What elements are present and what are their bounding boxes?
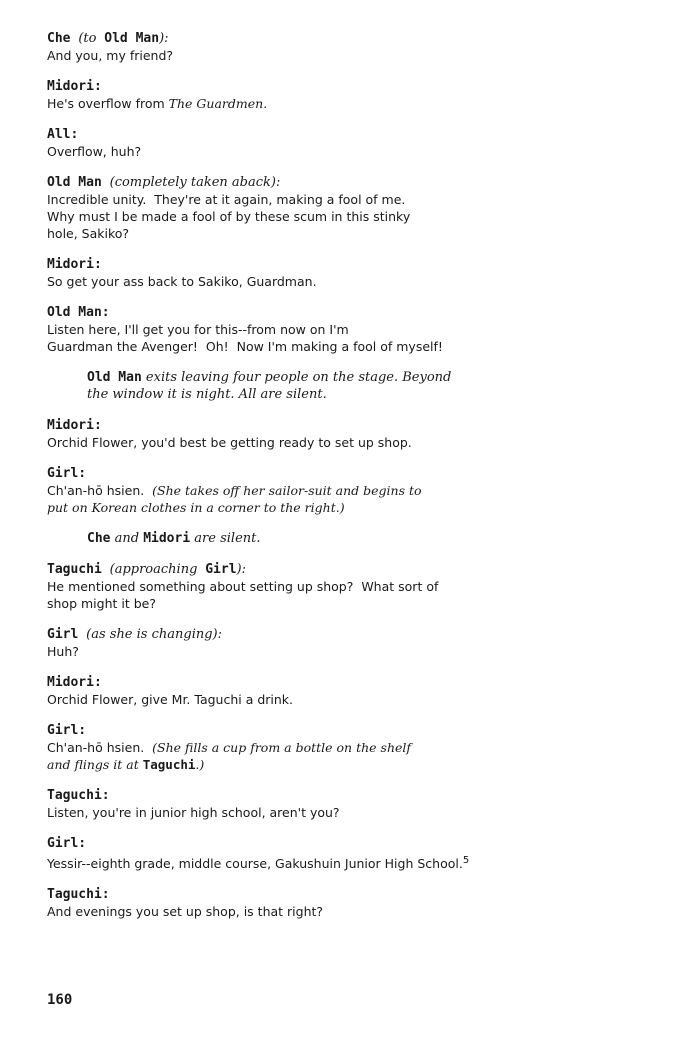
speaker-name: Girl:	[47, 466, 87, 481]
dialogue-block	[47, 256, 647, 290]
speaker-name: Girl	[47, 627, 79, 642]
dialogue-line: Orchid Flower, give Mr. Taguchi a drink.	[47, 692, 294, 707]
speaker-name: Midori:	[47, 257, 102, 272]
dialogue-block	[47, 561, 647, 612]
dialogue-block	[47, 78, 647, 112]
speaker-name: Che	[47, 31, 71, 46]
dialogue-line: Yessir--eighth grade, middle course, Gakushuin Junior High School.$^5$	[47, 855, 470, 872]
speaker-name: Girl	[205, 562, 237, 577]
speaker-name: Taguchi:	[47, 788, 110, 803]
dialogue-line: Huh?	[47, 644, 79, 659]
speaker-name: Midori	[143, 531, 191, 546]
dialogue-block	[47, 835, 647, 872]
stage-direction: (to	[78, 31, 97, 46]
dialogue-block	[47, 126, 647, 160]
speaker-name: Old Man	[104, 31, 160, 46]
stage-direction: (completely taken aback):	[109, 175, 281, 190]
speaker-name: Taguchi	[142, 757, 196, 772]
speaker-name: Midori:	[47, 79, 102, 94]
dialogue-line: He mentioned something about setting up shop? What sort of	[47, 579, 439, 594]
stage-direction: (She fills a cup from a bottle on the shelf	[152, 740, 412, 755]
speaker-name: Girl:	[47, 836, 87, 851]
speaker-name: Che	[87, 531, 111, 546]
page-number: 160	[47, 992, 73, 1008]
dialogue-line: Listen here, I'll get you for this--from now on I'm	[47, 322, 349, 337]
dialogue-line: And you, my friend?	[47, 48, 174, 63]
speaker-name: Old Man	[47, 175, 102, 190]
stage-direction: (approaching	[109, 562, 198, 577]
dialogue-line	[47, 756, 647, 773]
stage-direction: ):	[236, 562, 246, 577]
speaker-name: All:	[47, 127, 79, 142]
dialogue-line: Overflow, huh?	[47, 144, 142, 159]
dialogue-block	[47, 30, 647, 64]
dialogue-line: Ch'an-hō hsien. (She takes off her sailor-suit and begins to	[47, 483, 422, 498]
dialogue-line: hole, Sakiko?	[47, 226, 130, 241]
stage-direction: (as she is changing):	[86, 627, 222, 642]
dialogue-line: He's overflow from The Guardmen.	[47, 96, 268, 111]
dialogue-line: Listen, you're in junior high school, aren't you?	[47, 805, 340, 820]
stage-direction: put on Korean clothes in a corner to the right.)	[47, 500, 345, 515]
dialogue-block	[47, 674, 647, 708]
stage-direction-block: Che and Midori are silent.	[87, 531, 261, 546]
speaker-name: Taguchi:	[47, 887, 110, 903]
dialogue-block	[47, 465, 647, 516]
speaker-name: Old Man	[87, 370, 142, 385]
speaker-name: Girl:	[47, 723, 87, 738]
dialogue-line: So get your ass back to Sakiko, Guardman.	[47, 274, 317, 289]
dialogue-block	[47, 417, 647, 451]
dialogue-line: Incredible unity. They're at it again, making a fool of me.	[47, 192, 406, 207]
stage-direction: (She takes off her sailor-suit and begins to	[152, 483, 422, 498]
footnote-marker: 5	[462, 855, 470, 866]
dialogue-block	[47, 626, 647, 660]
dialogue-line: shop might it be?	[47, 596, 156, 611]
dialogue-line: And evenings you set up shop, is that right?	[47, 904, 324, 920]
speaker-name: Taguchi	[47, 562, 102, 577]
dialogue-block	[47, 787, 647, 821]
dialogue-line: Ch'an-hō hsien. (She fills a cup from a bottle on the shelf	[47, 740, 412, 755]
title-italic: The Guardmen	[168, 96, 264, 111]
dialogue-line: Why must I be made a fool of by these scum in this stinky	[47, 209, 411, 224]
dialogue-block	[47, 174, 647, 242]
speaker-name: Old Man:	[47, 305, 110, 320]
dialogue-block	[47, 304, 647, 355]
speaker-name: Midori:	[47, 418, 102, 433]
dialogue-line: Orchid Flower, you'd best be getting ready to set up shop.	[47, 435, 412, 450]
dialogue-line: Guardman the Avenger! Oh! Now I'm making a fool of myself!	[47, 339, 443, 354]
stage-direction: .)	[195, 757, 205, 772]
stage-direction: and flings it at	[47, 757, 139, 772]
speaker-name: Midori:	[47, 675, 102, 690]
stage-direction-block: Old Man exits leaving four people on the stage. Beyond the window it is night. All are silent.	[87, 370, 452, 402]
dialogue-block	[47, 722, 647, 773]
dialogue-block	[47, 886, 647, 920]
script-page	[47, 30, 647, 934]
stage-direction: ):	[159, 31, 169, 46]
